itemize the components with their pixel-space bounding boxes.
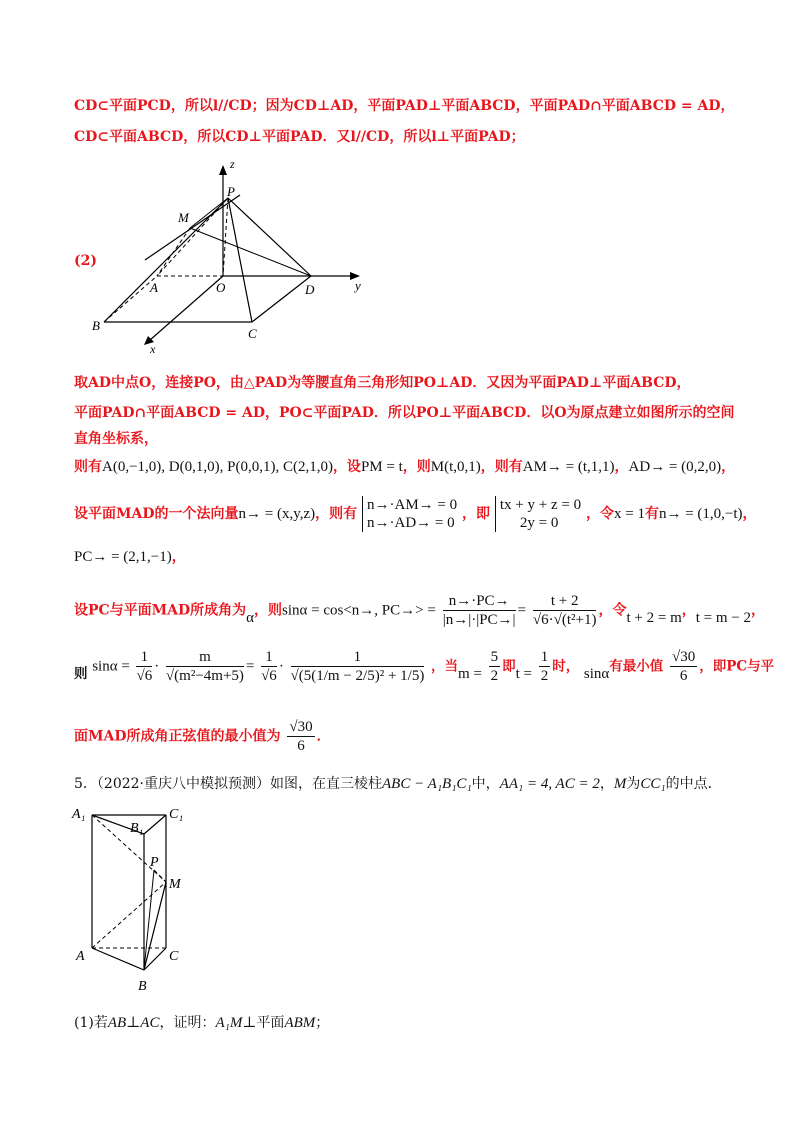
system-2: tx + y + z = 0 2y = 0 (495, 496, 581, 532)
label-B1: B₁ (130, 821, 144, 836)
segment-PM (154, 870, 166, 882)
label-D: D (305, 282, 315, 297)
conclusion-line: 面MAD所成角正弦值的最小值为 $\frac{√30}{6}$ ． (74, 719, 331, 754)
segment-MD (190, 228, 311, 276)
label-C1: C₁ (169, 807, 184, 822)
frac-1: $\frac{1}{√6}$ (136, 649, 153, 684)
frac-4: $\frac{1}{\text{√(5(1/m − 2/5)² + 1/5)}}$ (290, 649, 425, 684)
segment-MA (157, 228, 190, 276)
label-B: B (138, 979, 147, 994)
edge-AB (92, 948, 144, 970)
frac-3: $\frac{1}{√6}$ (261, 649, 277, 684)
frac-6: $\frac{1}{2}$ (540, 649, 549, 684)
question-5-part-1: (1)若AB⊥AC，证明：A₁M⊥平面ABM； (74, 1015, 330, 1031)
edge-B1C1 (144, 815, 166, 834)
prism-figure (68, 800, 198, 1000)
label-A: A (150, 280, 158, 295)
segment-BP (144, 870, 154, 970)
pc-vector-line: PC→ = (2,1,−1)， (74, 549, 186, 565)
label-A1: A₁ (72, 807, 86, 822)
segment-PM (190, 198, 228, 228)
label-P: P (150, 855, 159, 870)
normal-vector-line: 设平面MAD的一个法向量n→ = (x,y,z)，则有 n→·AM→ = 0 n→·AD→ = 0 ，即 tx + y + z = 0 2y = 0 ，令x = 1有n→ = (1,0,−t)， (74, 497, 757, 531)
x-axis (150, 276, 223, 340)
segment-BM (144, 882, 166, 970)
label-z: z (230, 157, 235, 171)
pyramid-figure (90, 150, 380, 360)
frac-2: $\frac{m}{\text{√(m²−4m+5)}}$ (165, 649, 244, 684)
solution-line-3: 直角坐标系， (74, 431, 158, 447)
solution-line-2: 平面PAD∩平面ABCD = AD，PO⊂平面PAD．所以PO⊥平面ABCD．以O为原点建立如图所示的空间 (74, 405, 735, 421)
z-axis-arrow (219, 165, 227, 175)
system-1: n→·AM→ = 0 n→·AD→ = 0 (362, 496, 457, 532)
fraction-t: $\frac{t + 2}{\text{√6·√(t²+1)}}$ (532, 593, 597, 628)
edge-PA (157, 198, 228, 276)
label-y: y (355, 278, 361, 293)
frac-5: $\frac{5}{2}$ (490, 649, 499, 684)
fraction-cos: $\frac{n\to\cdot PC\to}{|n\to|\cdot|PC\to|}$ (442, 593, 516, 628)
frac-7: $\frac{√30}{6}$ (672, 649, 696, 684)
label-A: A (76, 949, 85, 964)
proof-line-2: CD⊂平面ABCD，所以CD⊥平面PAD．又l//CD，所以l⊥平面PAD； (74, 129, 525, 145)
frac-conclusion: $\frac{√30}{6}$ (289, 719, 313, 754)
label-M: M (169, 877, 181, 892)
solution-line-1: 取AD中点O，连接PO，由△PAD为等腰直角三角形知PO⊥AD．又因为平面PAD⊥平面ABCD， (74, 375, 691, 391)
part-2-label: (2) (74, 253, 97, 269)
coords-line: 则有A(0,−1,0), D(0,1,0), P(0,0,1), C(2,1,0)，设PM = t，则M(t,0,1)，则有AM→ = (t,1,1)，AD→ = (0,2,0)， (74, 459, 736, 475)
label-C: C (248, 326, 257, 341)
label-P: P (227, 184, 235, 199)
label-x: x (150, 342, 156, 356)
edge-CD (252, 276, 311, 322)
edge-PO (223, 198, 228, 276)
segment-AM (92, 882, 166, 948)
sin-line: 则 sinα = $\frac{1}{√6}$ · $\frac{m}{\text{√(m²−4m+5)}}$ = $\frac{1}{√6}$ · $\frac{1}{\text{√(5(1/m − 2/5)² + 1/5)}}$ ，当m = $\frac{5}{2}$ 即t = $\frac{1}{2}$ 时， sinα有最小值 $\frac{√30}{6}$ ，即PC与平 (74, 649, 775, 684)
label-B: B (92, 318, 100, 333)
question-5: 5．（2022·重庆八中模拟预测）如图，在直三棱柱ABC − A₁B₁C₁中，AA₁ = 4, AC = 2，M为CC₁的中点． (74, 776, 722, 792)
label-O: O (216, 280, 226, 295)
label-M: M (178, 210, 189, 225)
proof-line-1: CD⊂平面PCD，所以l//CD；因为CD⊥AD，平面PAD⊥平面ABCD，平面PAD∩平面ABCD = AD， (74, 98, 735, 114)
angle-line: 设PC与平面MAD所成角为α，则sinα = cos<n→, PC→> = $\frac{n\to\cdot PC\to}{|n\to|\cdot|PC\to|}$ = $\frac{t + 2}{\text{√6·√(t²+1)}}$ ，令t + 2 = m，t = m − 2， (74, 593, 766, 628)
label-C: C (169, 949, 179, 964)
